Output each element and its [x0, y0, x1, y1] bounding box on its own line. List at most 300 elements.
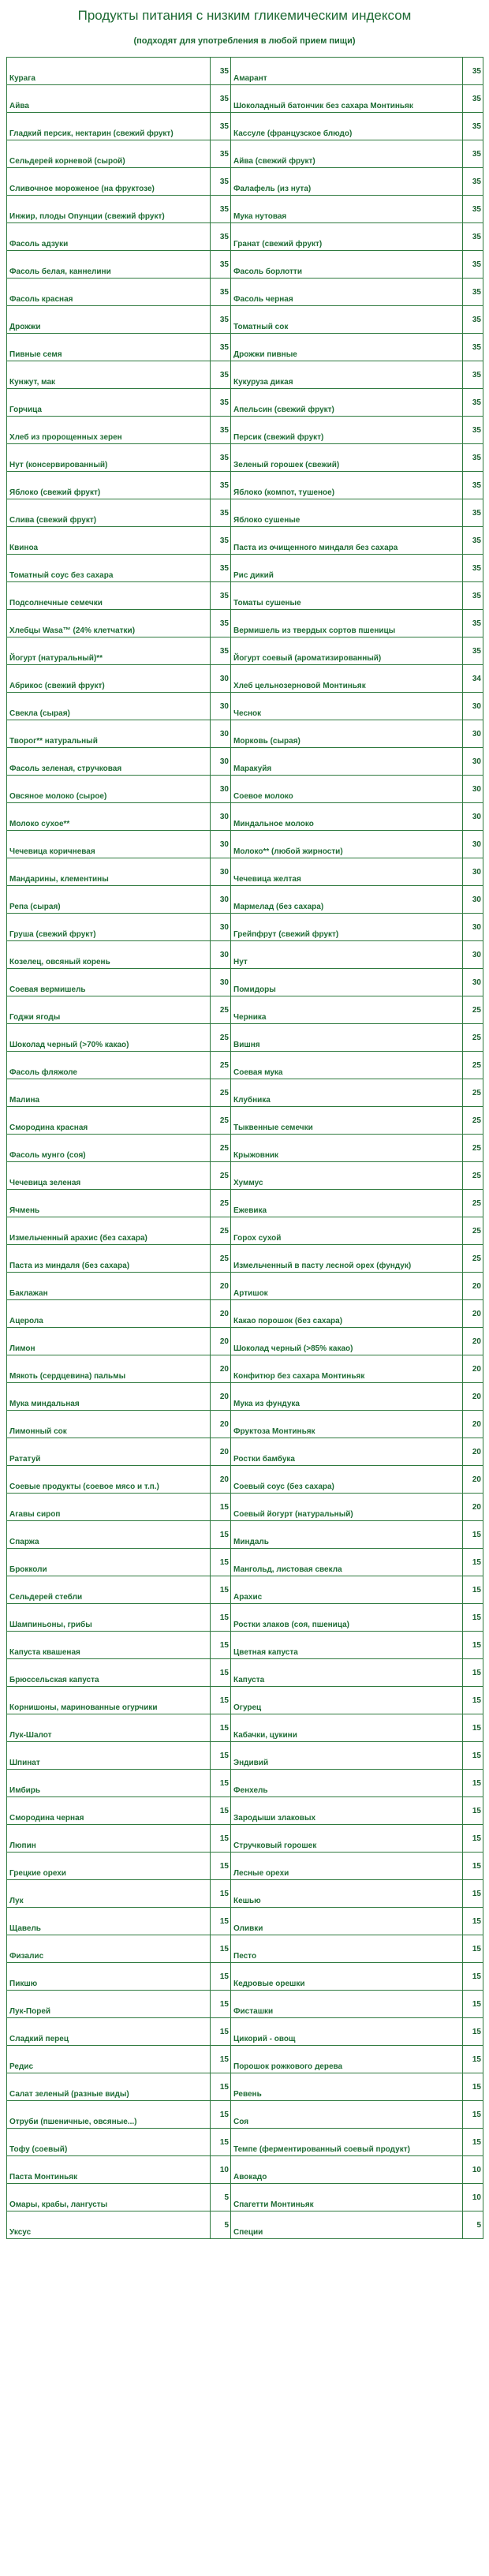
gi-value: 15 — [463, 1770, 483, 1797]
food-name: Темпе (ферментированный соевый продукт) — [231, 2129, 463, 2156]
food-name: Редис — [7, 2046, 211, 2073]
gi-value: 15 — [463, 1632, 483, 1659]
food-name: Хлебцы Wasa™ (24% клетчатки) — [7, 610, 211, 637]
gi-value: 25 — [463, 1135, 483, 1162]
food-name: Соевый соус (без сахара) — [231, 1466, 463, 1494]
food-name: Ячмень — [7, 1190, 211, 1217]
gi-value: 15 — [211, 2073, 231, 2101]
gi-value: 15 — [463, 2018, 483, 2046]
food-name: Соевая вермишель — [7, 969, 211, 996]
food-name: Кунжут, мак — [7, 361, 211, 389]
gi-value: 35 — [463, 196, 483, 223]
food-name: Инжир, плоды Опунции (свежий фрукт) — [7, 196, 211, 223]
food-name: Сельдерей корневой (сырой) — [7, 140, 211, 168]
table-row — [7, 196, 483, 223]
gi-value: 15 — [463, 1687, 483, 1714]
table-row — [7, 831, 483, 858]
food-name: Кассуле (французское блюдо) — [231, 113, 463, 140]
gi-value: 30 — [463, 941, 483, 969]
food-name: Маракуйя — [231, 748, 463, 776]
food-name: Абрикос (свежий фрукт) — [7, 665, 211, 693]
food-name: Салат зеленый (разные виды) — [7, 2073, 211, 2101]
gi-value: 30 — [463, 858, 483, 886]
food-name: Фасоль красная — [7, 279, 211, 306]
gi-value: 30 — [211, 941, 231, 969]
gi-value: 34 — [463, 665, 483, 693]
table-row — [7, 1632, 483, 1659]
food-name: Зародыши злаковых — [231, 1797, 463, 1825]
food-name: Нут (консервированный) — [7, 444, 211, 472]
table-row — [7, 858, 483, 886]
food-name: Паста из очищенного миндаля без сахара — [231, 527, 463, 555]
table-row — [7, 748, 483, 776]
food-name: Конфитюр без сахара Монтиньяк — [231, 1355, 463, 1383]
table-row — [7, 2184, 483, 2211]
gi-value: 30 — [463, 831, 483, 858]
food-name: Мангольд, листовая свекла — [231, 1549, 463, 1576]
food-name: Кедровые орешки — [231, 1963, 463, 1991]
table-row — [7, 1494, 483, 1521]
food-name: Молоко сухое** — [7, 803, 211, 831]
gi-value: 15 — [211, 2129, 231, 2156]
gi-value: 30 — [211, 720, 231, 748]
table-row — [7, 582, 483, 610]
table-row — [7, 251, 483, 279]
food-name: Капуста — [231, 1659, 463, 1687]
gi-value: 35 — [463, 113, 483, 140]
table-row — [7, 2156, 483, 2184]
food-name: Ацерола — [7, 1300, 211, 1328]
gi-value: 35 — [463, 361, 483, 389]
food-name: Репа (сырая) — [7, 886, 211, 914]
gi-value: 15 — [211, 1963, 231, 1991]
gi-value: 35 — [463, 417, 483, 444]
food-name: Паста из миндаля (без сахара) — [7, 1245, 211, 1273]
table-row — [7, 361, 483, 389]
food-name: Фасоль черная — [231, 279, 463, 306]
gi-value: 20 — [211, 1466, 231, 1494]
table-row — [7, 1190, 483, 1217]
gi-value: 20 — [463, 1438, 483, 1466]
food-name: Зеленый горошек (свежий) — [231, 444, 463, 472]
gi-value: 25 — [211, 1024, 231, 1052]
gi-value: 25 — [211, 1135, 231, 1162]
gi-value: 35 — [463, 223, 483, 251]
gi-value: 35 — [211, 637, 231, 665]
food-name: Брюссельская капуста — [7, 1659, 211, 1687]
gi-value: 30 — [463, 803, 483, 831]
food-name: Оливки — [231, 1908, 463, 1935]
food-name: Фасоль адзуки — [7, 223, 211, 251]
gi-value: 35 — [463, 279, 483, 306]
food-name: Спагетти Монтиньяк — [231, 2184, 463, 2211]
food-name: Молоко** (любой жирности) — [231, 831, 463, 858]
table-row — [7, 1991, 483, 2018]
table-row — [7, 996, 483, 1024]
table-row — [7, 1549, 483, 1576]
food-name: Имбирь — [7, 1770, 211, 1797]
food-name: Ростки злаков (соя, пшеница) — [231, 1604, 463, 1632]
gi-value: 15 — [463, 1714, 483, 1742]
gi-value: 20 — [463, 1466, 483, 1494]
table-row — [7, 1300, 483, 1328]
gi-value: 30 — [463, 720, 483, 748]
food-name: Вишня — [231, 1024, 463, 1052]
gi-value: 20 — [463, 1273, 483, 1300]
food-name: Нут — [231, 941, 463, 969]
table-row — [7, 1797, 483, 1825]
gi-value: 35 — [211, 279, 231, 306]
gi-value: 20 — [211, 1355, 231, 1383]
food-name: Порошок рожкового дерева — [231, 2046, 463, 2073]
gi-value: 30 — [463, 886, 483, 914]
food-name: Малина — [7, 1079, 211, 1107]
table-row — [7, 610, 483, 637]
food-name: Авокадо — [231, 2156, 463, 2184]
food-name: Кукуруза дикая — [231, 361, 463, 389]
food-name: Артишок — [231, 1273, 463, 1300]
gi-value: 15 — [211, 1880, 231, 1908]
food-name: Капуста квашеная — [7, 1632, 211, 1659]
gi-value: 30 — [463, 776, 483, 803]
gi-value: 35 — [463, 582, 483, 610]
gi-value: 20 — [463, 1383, 483, 1411]
gi-value: 35 — [211, 582, 231, 610]
table-row — [7, 2101, 483, 2129]
gi-value: 35 — [463, 251, 483, 279]
food-name: Яблоко сушеные — [231, 499, 463, 527]
food-name: Фасоль белая, каннелини — [7, 251, 211, 279]
food-name: Шоколад черный (>70% какао) — [7, 1024, 211, 1052]
food-name: Слива (свежий фрукт) — [7, 499, 211, 527]
table-row — [7, 803, 483, 831]
table-row — [7, 1355, 483, 1383]
gi-value: 15 — [211, 2101, 231, 2129]
food-name: Фасоль фляжоле — [7, 1052, 211, 1079]
gi-value: 15 — [463, 1908, 483, 1935]
gi-value: 35 — [211, 58, 231, 85]
food-name: Смородина красная — [7, 1107, 211, 1135]
food-name: Крыжовник — [231, 1135, 463, 1162]
table-row — [7, 168, 483, 196]
gi-value: 35 — [463, 389, 483, 417]
food-name: Чечевица желтая — [231, 858, 463, 886]
food-name: Рататуй — [7, 1438, 211, 1466]
table-row — [7, 1273, 483, 1300]
food-name: Курага — [7, 58, 211, 85]
food-name: Грейпфрут (свежий фрукт) — [231, 914, 463, 941]
table-row — [7, 1466, 483, 1494]
food-name: Мармелад (без сахара) — [231, 886, 463, 914]
gi-value: 35 — [463, 472, 483, 499]
table-row — [7, 2073, 483, 2101]
food-name: Лимон — [7, 1328, 211, 1355]
food-name: Лук-Шалот — [7, 1714, 211, 1742]
gi-value: 35 — [211, 527, 231, 555]
food-name: Груша (свежий фрукт) — [7, 914, 211, 941]
food-name: Паста Монтиньяк — [7, 2156, 211, 2184]
table-row — [7, 279, 483, 306]
gi-value: 15 — [463, 2129, 483, 2156]
table-row — [7, 886, 483, 914]
table-row — [7, 2129, 483, 2156]
gi-value: 35 — [463, 168, 483, 196]
table-row — [7, 1853, 483, 1880]
table-row — [7, 637, 483, 665]
gi-value: 35 — [463, 58, 483, 85]
table-row — [7, 665, 483, 693]
food-name: Цикорий - овощ — [231, 2018, 463, 2046]
gi-value: 5 — [463, 2211, 483, 2239]
gi-value: 30 — [211, 748, 231, 776]
gi-value: 15 — [463, 1521, 483, 1549]
gi-value: 35 — [463, 527, 483, 555]
table-row — [7, 1438, 483, 1466]
gi-value: 30 — [211, 858, 231, 886]
food-name: Огурец — [231, 1687, 463, 1714]
food-name: Смородина черная — [7, 1797, 211, 1825]
food-name: Лук-Порей — [7, 1991, 211, 2018]
gi-value: 25 — [463, 1107, 483, 1135]
gi-value: 15 — [211, 1797, 231, 1825]
food-name: Шампиньоны, грибы — [7, 1604, 211, 1632]
gi-value: 25 — [211, 1162, 231, 1190]
gi-value: 10 — [463, 2156, 483, 2184]
gi-value: 15 — [463, 2101, 483, 2129]
gi-value: 15 — [211, 1604, 231, 1632]
food-name: Гладкий персик, нектарин (свежий фрукт) — [7, 113, 211, 140]
gi-value: 15 — [463, 2046, 483, 2073]
gi-value: 25 — [211, 1190, 231, 1217]
table-row — [7, 1079, 483, 1107]
gi-value: 25 — [211, 1245, 231, 1273]
food-name: Арахис — [231, 1576, 463, 1604]
gi-value: 15 — [211, 1853, 231, 1880]
food-name: Квиноа — [7, 527, 211, 555]
gi-value: 30 — [211, 914, 231, 941]
food-name: Шоколадный батончик без сахара Монтиньяк — [231, 85, 463, 113]
table-row — [7, 389, 483, 417]
gi-value: 15 — [211, 1494, 231, 1521]
table-row — [7, 914, 483, 941]
food-name: Хлеб из пророщенных зерен — [7, 417, 211, 444]
food-name: Уксус — [7, 2211, 211, 2239]
food-name: Хлеб цельнозерновой Монтиньяк — [231, 665, 463, 693]
table-row — [7, 1024, 483, 1052]
food-name: Апельсин (свежий фрукт) — [231, 389, 463, 417]
page-subtitle: (подходят для употребления в любой прием пищи) — [133, 36, 356, 46]
food-name: Стручковый горошек — [231, 1825, 463, 1853]
gi-value: 35 — [211, 472, 231, 499]
food-name: Ежевика — [231, 1190, 463, 1217]
food-name: Морковь (сырая) — [231, 720, 463, 748]
food-name: Спаржа — [7, 1521, 211, 1549]
food-name: Измельченный арахис (без сахара) — [7, 1217, 211, 1245]
food-name: Чечевица коричневая — [7, 831, 211, 858]
table-row — [7, 1411, 483, 1438]
gi-value: 15 — [211, 1714, 231, 1742]
gi-value: 15 — [463, 1963, 483, 1991]
food-name: Пикшю — [7, 1963, 211, 1991]
food-name: Пивные семя — [7, 334, 211, 361]
table-row — [7, 1714, 483, 1742]
gi-value: 15 — [463, 1576, 483, 1604]
gi-value: 15 — [463, 1659, 483, 1687]
gi-value: 30 — [463, 914, 483, 941]
food-name: Фалафель (из нута) — [231, 168, 463, 196]
food-name: Амарант — [231, 58, 463, 85]
gi-value: 30 — [211, 831, 231, 858]
food-name: Тыквенные семечки — [231, 1107, 463, 1135]
food-name: Горох сухой — [231, 1217, 463, 1245]
gi-value: 15 — [463, 1935, 483, 1963]
gi-value: 15 — [463, 1853, 483, 1880]
table-row — [7, 85, 483, 113]
food-name: Яблоко (свежий фрукт) — [7, 472, 211, 499]
gi-value: 30 — [211, 886, 231, 914]
gi-value: 35 — [211, 306, 231, 334]
food-name: Физалис — [7, 1935, 211, 1963]
food-name: Шоколад черный (>85% какао) — [231, 1328, 463, 1355]
food-name: Гранат (свежий фрукт) — [231, 223, 463, 251]
gi-value: 35 — [211, 196, 231, 223]
food-name: Чеснок — [231, 693, 463, 720]
food-name: Фасоль мунго (соя) — [7, 1135, 211, 1162]
table-row — [7, 1245, 483, 1273]
gi-table-body — [7, 58, 483, 2239]
gi-value: 15 — [463, 1604, 483, 1632]
table-row — [7, 1687, 483, 1714]
food-name: Хуммус — [231, 1162, 463, 1190]
food-name: Томатный сок — [231, 306, 463, 334]
gi-value: 15 — [463, 1797, 483, 1825]
food-name: Кешью — [231, 1880, 463, 1908]
table-row — [7, 555, 483, 582]
gi-value: 15 — [463, 2073, 483, 2101]
gi-value: 35 — [463, 85, 483, 113]
table-row — [7, 58, 483, 85]
gi-value: 25 — [211, 1052, 231, 1079]
gi-value: 35 — [211, 361, 231, 389]
food-name: Омары, крабы, лангусты — [7, 2184, 211, 2211]
table-row — [7, 776, 483, 803]
food-name: Козелец, овсяный корень — [7, 941, 211, 969]
gi-value: 35 — [211, 85, 231, 113]
food-name: Йогурт соевый (ароматизированный) — [231, 637, 463, 665]
gi-value: 15 — [211, 1935, 231, 1963]
gi-value: 25 — [463, 1162, 483, 1190]
table-row — [7, 2046, 483, 2073]
food-name: Баклажан — [7, 1273, 211, 1300]
gi-value: 20 — [211, 1273, 231, 1300]
gi-value: 35 — [211, 113, 231, 140]
gi-value: 20 — [463, 1328, 483, 1355]
gi-value: 20 — [211, 1438, 231, 1466]
table-row — [7, 1825, 483, 1853]
food-name: Соевые продукты (соевое мясо и т.п.) — [7, 1466, 211, 1494]
gi-value: 15 — [463, 1742, 483, 1770]
food-name: Яблоко (компот, тушеное) — [231, 472, 463, 499]
table-row — [7, 1162, 483, 1190]
gi-value: 25 — [463, 996, 483, 1024]
gi-value: 20 — [463, 1494, 483, 1521]
table-row — [7, 941, 483, 969]
food-name: Эндивий — [231, 1742, 463, 1770]
food-name: Мандарины, клементины — [7, 858, 211, 886]
gi-value: 15 — [211, 1742, 231, 1770]
food-name: Кабачки, цукини — [231, 1714, 463, 1742]
food-name: Фасоль борлотти — [231, 251, 463, 279]
gi-table — [6, 57, 483, 2239]
food-name: Мука нутовая — [231, 196, 463, 223]
gi-value: 15 — [463, 1880, 483, 1908]
gi-value: 35 — [463, 444, 483, 472]
food-name: Айва — [7, 85, 211, 113]
food-name: Подсолнечные семечки — [7, 582, 211, 610]
gi-value: 10 — [463, 2184, 483, 2211]
food-name: Свекла (сырая) — [7, 693, 211, 720]
gi-value: 15 — [463, 1825, 483, 1853]
gi-value: 25 — [211, 1079, 231, 1107]
gi-value: 15 — [463, 1991, 483, 2018]
gi-value: 25 — [211, 1217, 231, 1245]
food-name: Соевая мука — [231, 1052, 463, 1079]
food-name: Цветная капуста — [231, 1632, 463, 1659]
table-row — [7, 140, 483, 168]
table-row — [7, 1328, 483, 1355]
gi-value: 20 — [463, 1355, 483, 1383]
table-row — [7, 113, 483, 140]
food-name: Песто — [231, 1935, 463, 1963]
food-name: Томатный соус без сахара — [7, 555, 211, 582]
gi-value: 25 — [463, 1024, 483, 1052]
food-name: Брокколи — [7, 1549, 211, 1576]
food-name: Горчица — [7, 389, 211, 417]
table-row — [7, 969, 483, 996]
food-name: Йогурт (натуральный)** — [7, 637, 211, 665]
gi-value: 15 — [211, 1687, 231, 1714]
gi-value: 35 — [211, 140, 231, 168]
food-name: Щавель — [7, 1908, 211, 1935]
gi-value: 35 — [211, 334, 231, 361]
gi-value: 10 — [211, 2156, 231, 2184]
food-name: Персик (свежий фрукт) — [231, 417, 463, 444]
gi-value: 25 — [463, 1052, 483, 1079]
gi-value: 25 — [463, 1190, 483, 1217]
food-name: Лимонный сок — [7, 1411, 211, 1438]
food-name: Сливочное мороженое (на фруктозе) — [7, 168, 211, 196]
food-name: Вермишель из твердых сортов пшеницы — [231, 610, 463, 637]
gi-value: 35 — [211, 168, 231, 196]
food-name: Агавы сироп — [7, 1494, 211, 1521]
table-row — [7, 1052, 483, 1079]
food-name: Рис дикий — [231, 555, 463, 582]
food-name: Сладкий перец — [7, 2018, 211, 2046]
food-name: Грецкие орехи — [7, 1853, 211, 1880]
gi-value: 15 — [211, 1549, 231, 1576]
gi-value: 20 — [211, 1328, 231, 1355]
gi-value: 30 — [211, 776, 231, 803]
table-row — [7, 1880, 483, 1908]
table-row — [7, 334, 483, 361]
table-row — [7, 1659, 483, 1687]
food-name: Люпин — [7, 1825, 211, 1853]
gi-value: 35 — [463, 306, 483, 334]
gi-value: 20 — [463, 1300, 483, 1328]
gi-value: 15 — [211, 1521, 231, 1549]
table-row — [7, 1383, 483, 1411]
table-row — [7, 1742, 483, 1770]
